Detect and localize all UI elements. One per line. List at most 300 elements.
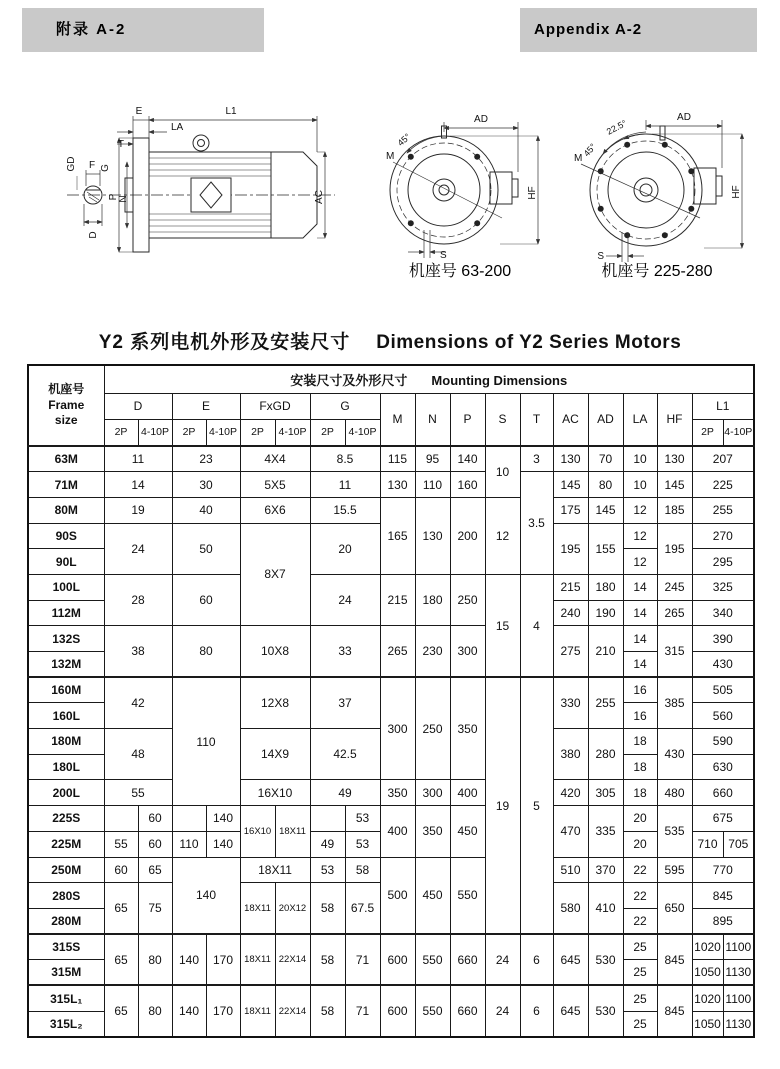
dimension-cell: 470: [553, 806, 588, 857]
dimension-cell: 180: [415, 574, 450, 625]
dimension-cell: 18X11: [240, 857, 310, 883]
dim-label-hf: HF: [527, 186, 538, 200]
dimension-cell: 295: [692, 549, 754, 575]
dim-label-l1: L1: [225, 106, 237, 117]
dimension-cell: 16: [623, 703, 657, 729]
dimension-cell: 5X5: [240, 472, 310, 498]
dimension-cell: 67.5: [345, 883, 380, 934]
header-row: [28, 365, 754, 393]
dimension-cell: 265: [380, 626, 415, 677]
col-header-g: G: [310, 393, 380, 419]
pole-header-4-10p: 4-10P: [275, 419, 310, 446]
dimension-cell: 23: [172, 446, 240, 472]
dimension-cell: 550: [450, 857, 485, 934]
dimension-cell: 530: [588, 934, 623, 985]
page-title-zh: Y2 系列电机外形及安装尺寸: [98, 332, 351, 353]
frame-size-cell: 315L₂: [28, 1011, 104, 1037]
dimension-cell: 1130: [723, 960, 754, 986]
dimension-cell: 20X12: [275, 883, 310, 934]
frame-size-cell: 225S: [28, 806, 104, 832]
dimension-cell: 160: [450, 472, 485, 498]
front-view-63-200: [360, 100, 560, 265]
dimension-cell: 550: [415, 985, 450, 1036]
dimensions-table: [27, 364, 755, 1038]
dimension-cell: 71: [345, 985, 380, 1036]
frame-size-cell: 280M: [28, 908, 104, 934]
dimension-cell: 18: [623, 729, 657, 755]
dimension-cell: 14: [623, 574, 657, 600]
dimension-cell: 140: [172, 985, 206, 1036]
dimension-cell: 480: [657, 780, 692, 806]
dim-label-f: F: [89, 160, 96, 171]
dimension-cell: 15.5: [310, 497, 380, 523]
dimension-cell: 40: [172, 497, 240, 523]
dimension-cell: 270: [692, 523, 754, 549]
dimension-cell: 185: [657, 497, 692, 523]
dimension-cell: 845: [692, 883, 754, 909]
dimension-cell: 335: [588, 806, 623, 857]
dimension-cell: 5: [520, 677, 553, 934]
dimension-cell: 660: [450, 934, 485, 985]
dim-label-ac: AC: [314, 190, 325, 204]
table-row: [28, 472, 754, 498]
appendix-tag-en: Appendix A-2: [520, 8, 757, 52]
table-row: [28, 934, 754, 960]
dimension-cell: 24: [485, 934, 520, 985]
dimension-cell: 3: [520, 446, 553, 472]
dimension-cell: 1100: [723, 934, 754, 960]
dimension-cell: 14X9: [240, 729, 310, 780]
dimension-cell: 130: [553, 446, 588, 472]
dimension-cell: 115: [380, 446, 415, 472]
dimension-cell: 215: [553, 574, 588, 600]
dimension-cell: 650: [657, 883, 692, 934]
dimension-cell: 350: [380, 780, 415, 806]
dimension-cell: 505: [692, 677, 754, 703]
col-header-d: D: [104, 393, 172, 419]
col-header-ad: AD: [588, 393, 623, 446]
frame-size-cell: 71M: [28, 472, 104, 498]
col-header-hf: HF: [657, 393, 692, 446]
dimension-cell: 145: [553, 472, 588, 498]
dimension-cell: 660: [692, 780, 754, 806]
dimension-cell: 255: [692, 497, 754, 523]
frame-size-cell: 132S: [28, 626, 104, 652]
frame-size-cell: 280S: [28, 883, 104, 909]
angle-45-label: 45°: [395, 131, 413, 149]
dimension-cell: 75: [138, 883, 172, 934]
dimension-cell: 705: [723, 831, 754, 857]
table-body: [28, 446, 754, 1037]
dimension-cell: 770: [692, 857, 754, 883]
dimension-cell: 22: [623, 857, 657, 883]
col-header-p: P: [450, 393, 485, 446]
dimension-cell: 28: [104, 574, 172, 625]
dimension-cell: 12: [623, 497, 657, 523]
side-view-drawing: [55, 100, 345, 265]
dim-label-m: M: [574, 153, 583, 164]
table-row: [28, 677, 754, 703]
dimension-cell: 18X11: [240, 985, 275, 1036]
dimension-cell: 10: [485, 446, 520, 497]
dimension-cell: 10X8: [240, 626, 310, 677]
dimension-cell: 110: [415, 472, 450, 498]
col-header-e: E: [172, 393, 240, 419]
dimension-cell: 25: [623, 960, 657, 986]
dim-label-n: N: [118, 195, 129, 203]
table-row: [28, 626, 754, 652]
front-view-225-280: [548, 98, 766, 266]
dimension-cell: 80: [138, 985, 172, 1036]
dimension-cell: 255: [588, 677, 623, 728]
dimension-cell: 130: [657, 446, 692, 472]
dimension-cell: 845: [657, 985, 692, 1036]
dimension-cell: 12: [485, 497, 520, 574]
dimension-cell: 53: [345, 831, 380, 857]
dimension-cell: 140: [172, 934, 206, 985]
dimension-cell: 225: [692, 472, 754, 498]
dimension-cell: 280: [588, 729, 623, 780]
dimension-cell: 22: [623, 883, 657, 909]
dim-label-ad: AD: [677, 112, 691, 123]
frame-size-cell: 200L: [28, 780, 104, 806]
dimension-cell: 710: [692, 831, 723, 857]
col-header-la: LA: [623, 393, 657, 446]
dimension-cell: 65: [138, 857, 172, 883]
dimension-cell: 200: [450, 497, 485, 574]
dimension-cell: 595: [657, 857, 692, 883]
dimension-cell: 1100: [723, 985, 754, 1011]
dimension-cell: 20: [623, 831, 657, 857]
dim-label-g: G: [100, 164, 111, 172]
dimension-cell: 350: [450, 677, 485, 780]
dimension-cell: 145: [588, 497, 623, 523]
dim-label-t: T: [117, 139, 124, 150]
table-row: [28, 780, 754, 806]
dimension-cell: 230: [415, 626, 450, 677]
dimension-cell: 560: [692, 703, 754, 729]
frame-size-cell: 90L: [28, 549, 104, 575]
dimension-cell: 4X4: [240, 446, 310, 472]
dimension-cell: 590: [692, 729, 754, 755]
dimension-cell: 65: [104, 985, 138, 1036]
dimension-cell: 390: [692, 626, 754, 652]
dimension-cell: 535: [657, 806, 692, 857]
dimension-cell: 330: [553, 677, 588, 728]
pole-header-4-10p: 4-10P: [345, 419, 380, 446]
dimension-cell: [172, 806, 206, 832]
dimension-cell: 53: [345, 806, 380, 832]
dimension-cell: 450: [415, 857, 450, 934]
dimension-cell: 49: [310, 780, 380, 806]
frame-size-cell: 90S: [28, 523, 104, 549]
dimension-cell: 10: [623, 446, 657, 472]
dimension-cell: 58: [310, 985, 345, 1036]
pole-header-2p: 2P: [104, 419, 138, 446]
dimension-cell: 18X11: [240, 934, 275, 985]
dimension-cell: 38: [104, 626, 172, 677]
dimension-cell: 53: [310, 857, 345, 883]
pole-header-4-10p: 4-10P: [206, 419, 240, 446]
frame-size-cell: 315M: [28, 960, 104, 986]
dimension-cell: 1130: [723, 1011, 754, 1037]
dimension-cell: 400: [380, 806, 415, 857]
dim-label-hf: HF: [731, 185, 742, 199]
drawing-caption-225-280: 机座号 225-280: [601, 263, 713, 280]
frame-size-cell: 160M: [28, 677, 104, 703]
dimension-cell: 25: [623, 985, 657, 1011]
pole-header-2p: 2P: [240, 419, 275, 446]
dimension-cell: 55: [104, 831, 138, 857]
dim-label-s: S: [597, 251, 604, 262]
dimension-cell: 16X10: [240, 780, 310, 806]
dimension-cell: 60: [104, 857, 138, 883]
table-row: [28, 806, 754, 832]
dimension-cell: 510: [553, 857, 588, 883]
dimension-cell: 24: [485, 985, 520, 1036]
table-row: [28, 857, 754, 883]
dimension-cell: 600: [380, 985, 415, 1036]
dimension-cell: [310, 806, 345, 832]
dimension-cell: 240: [553, 600, 588, 626]
dimension-cell: 80: [172, 626, 240, 677]
dimension-cell: 400: [450, 780, 485, 806]
table-header: [28, 365, 754, 446]
table-row: [28, 574, 754, 600]
frame-size-cell: 63M: [28, 446, 104, 472]
dimension-cell: 110: [172, 677, 240, 805]
dimension-cell: 8X7: [240, 523, 310, 626]
frame-size-cell: 160L: [28, 703, 104, 729]
dimension-cell: 305: [588, 780, 623, 806]
col-header-s: S: [485, 393, 520, 446]
dimension-cell: 155: [588, 523, 623, 574]
dimension-cell: 60: [138, 806, 172, 832]
dimension-cell: 1050: [692, 1011, 723, 1037]
dimension-cell: 845: [657, 934, 692, 985]
dimension-cell: 645: [553, 985, 588, 1036]
dimension-cell: 165: [380, 497, 415, 574]
frame-size-header: 机座号 Frame size: [28, 365, 104, 446]
dimension-cell: 14: [104, 472, 172, 498]
dimension-cell: 207: [692, 446, 754, 472]
pole-header-2p: 2P: [692, 419, 723, 446]
dimension-cell: 6X6: [240, 497, 310, 523]
table-row: [28, 446, 754, 472]
col-header-m: M: [380, 393, 415, 446]
angle-45-label: 45°: [581, 141, 599, 159]
dimension-cell: 42: [104, 677, 172, 728]
dimension-cell: 55: [104, 780, 172, 806]
dimension-cell: 58: [345, 857, 380, 883]
dimension-cell: 250: [415, 677, 450, 780]
dimension-cell: 145: [657, 472, 692, 498]
dimension-cell: 600: [380, 934, 415, 985]
pole-header-4-10p: 4-10P: [723, 419, 754, 446]
dimension-cell: 12: [623, 523, 657, 549]
dimension-cell: 645: [553, 934, 588, 985]
header-row: [28, 393, 754, 419]
dimension-cell: 11: [104, 446, 172, 472]
dimension-cell: 60: [172, 574, 240, 625]
dim-label-la: LA: [171, 122, 184, 133]
mounting-dimensions-header: 安装尺寸及外形尺寸 Mounting Dimensions: [104, 365, 754, 393]
dimension-cell: 195: [657, 523, 692, 574]
dimension-cell: 95: [415, 446, 450, 472]
dimension-cell: 48: [104, 729, 172, 780]
dimension-cell: 65: [104, 934, 138, 985]
dim-label-gd: GD: [66, 156, 77, 172]
dimension-cell: 130: [380, 472, 415, 498]
dimension-cell: 18X11: [275, 806, 310, 857]
page-title-en: Dimensions of Y2 Series Motors: [376, 332, 682, 353]
dimension-cell: 22: [623, 908, 657, 934]
dim-label-e: E: [135, 106, 143, 117]
dimension-cell: 180: [588, 574, 623, 600]
dimension-cell: 500: [380, 857, 415, 934]
dimension-cell: 370: [588, 857, 623, 883]
drawing-caption-63-200: 机座号 63-200: [408, 263, 512, 280]
col-header-n: N: [415, 393, 450, 446]
dimension-cell: 16: [623, 677, 657, 703]
dimension-cell: 895: [692, 908, 754, 934]
dimension-cell: 215: [380, 574, 415, 625]
dimension-cell: 33: [310, 626, 380, 677]
dimension-cell: [104, 806, 138, 832]
dimension-cell: 18: [623, 754, 657, 780]
dimension-cell: 14: [623, 626, 657, 652]
dimension-cell: 140: [206, 806, 240, 832]
dimension-cell: 42.5: [310, 729, 380, 780]
dimension-cell: 630: [692, 754, 754, 780]
dim-label-ad: AD: [474, 114, 488, 125]
dimension-cell: 58: [310, 883, 345, 934]
dimension-cell: 30: [172, 472, 240, 498]
dimension-cell: 430: [692, 652, 754, 678]
col-header-t: T: [520, 393, 553, 446]
dimension-cell: 49: [310, 831, 345, 857]
dim-label-p: P: [108, 193, 119, 201]
dimension-cell: 580: [553, 883, 588, 934]
pole-header-2p: 2P: [310, 419, 345, 446]
dimension-cell: 110: [172, 831, 206, 857]
frame-size-cell: 250M: [28, 857, 104, 883]
page-title: [0, 327, 780, 354]
col-header-ac: AC: [553, 393, 588, 446]
dimension-cell: 11: [310, 472, 380, 498]
dimension-cell: 430: [657, 729, 692, 780]
dimension-cell: 80: [588, 472, 623, 498]
dimension-cell: 22X14: [275, 934, 310, 985]
dimension-cell: 18X11: [240, 883, 275, 934]
dimension-cell: 19: [104, 497, 172, 523]
frame-size-cell: 225M: [28, 831, 104, 857]
dimension-cell: 195: [553, 523, 588, 574]
dimension-cell: 15: [485, 574, 520, 677]
dimension-cell: 58: [310, 934, 345, 985]
dimension-cell: 385: [657, 677, 692, 728]
pole-header-4-10p: 4-10P: [138, 419, 172, 446]
dimension-cell: 410: [588, 883, 623, 934]
dimension-cell: 175: [553, 497, 588, 523]
dimension-cell: 1050: [692, 960, 723, 986]
appendix-tag-zh: 附录 A-2: [22, 8, 264, 52]
dimension-cell: 65: [104, 883, 138, 934]
pole-header-2p: 2P: [172, 419, 206, 446]
dimension-cell: 18: [623, 780, 657, 806]
dimension-cell: 70: [588, 446, 623, 472]
dimension-cell: 4: [520, 574, 553, 677]
dimension-cell: 14: [623, 652, 657, 678]
frame-size-cell: 315S: [28, 934, 104, 960]
dimension-cell: 675: [692, 806, 754, 832]
dimension-cell: 420: [553, 780, 588, 806]
dimension-cell: 380: [553, 729, 588, 780]
dimension-cell: 16X10: [240, 806, 275, 857]
frame-size-cell: 132M: [28, 652, 104, 678]
frame-size-cell: 315L₁: [28, 985, 104, 1011]
dimension-cell: 60: [138, 831, 172, 857]
dimension-cell: 550: [415, 934, 450, 985]
dimension-cell: 22X14: [275, 985, 310, 1036]
dimension-cell: 37: [310, 677, 380, 728]
frame-size-cell: 100L: [28, 574, 104, 600]
dimension-cell: 170: [206, 934, 240, 985]
dimension-cell: 210: [588, 626, 623, 677]
dimension-cell: 315: [657, 626, 692, 677]
dimension-cell: 325: [692, 574, 754, 600]
dimension-cell: 12: [623, 549, 657, 575]
dimension-cell: 350: [415, 806, 450, 857]
dimension-cell: 265: [657, 600, 692, 626]
col-header-fxgd: FxGD: [240, 393, 310, 419]
dimension-cell: 71: [345, 934, 380, 985]
dimension-cell: 8.5: [310, 446, 380, 472]
dim-label-d: D: [88, 231, 99, 239]
dimension-cell: 24: [104, 523, 172, 574]
dimension-cell: 130: [415, 497, 450, 574]
table-row: [28, 497, 754, 523]
dimension-cell: 300: [380, 677, 415, 780]
frame-size-cell: 112M: [28, 600, 104, 626]
dimension-cell: 20: [623, 806, 657, 832]
dimension-cell: 275: [553, 626, 588, 677]
dim-label-s: S: [440, 250, 447, 261]
dimension-cell: 1020: [692, 985, 723, 1011]
angle-225-label: 22.5°: [604, 117, 629, 137]
dimension-cell: 6: [520, 985, 553, 1036]
dimension-cell: 19: [485, 677, 520, 934]
dimension-cell: 140: [172, 857, 240, 934]
dimension-cell: 530: [588, 985, 623, 1036]
dimension-cell: 245: [657, 574, 692, 600]
dimension-cell: 12X8: [240, 677, 310, 728]
dimension-cell: 250: [450, 574, 485, 625]
frame-size-cell: 180M: [28, 729, 104, 755]
dimensions-table-wrapper: [27, 364, 755, 1038]
dimension-cell: 170: [206, 985, 240, 1036]
dimension-cell: 50: [172, 523, 240, 574]
dimension-cell: 25: [623, 934, 657, 960]
frame-size-cell: 80M: [28, 497, 104, 523]
dimension-cell: 140: [450, 446, 485, 472]
dimension-cell: 300: [450, 626, 485, 677]
dimension-cell: 25: [623, 1011, 657, 1037]
dimension-cell: 140: [206, 831, 240, 857]
dimension-cell: 24: [310, 574, 380, 625]
table-row: [28, 985, 754, 1011]
dimension-cell: 300: [415, 780, 450, 806]
